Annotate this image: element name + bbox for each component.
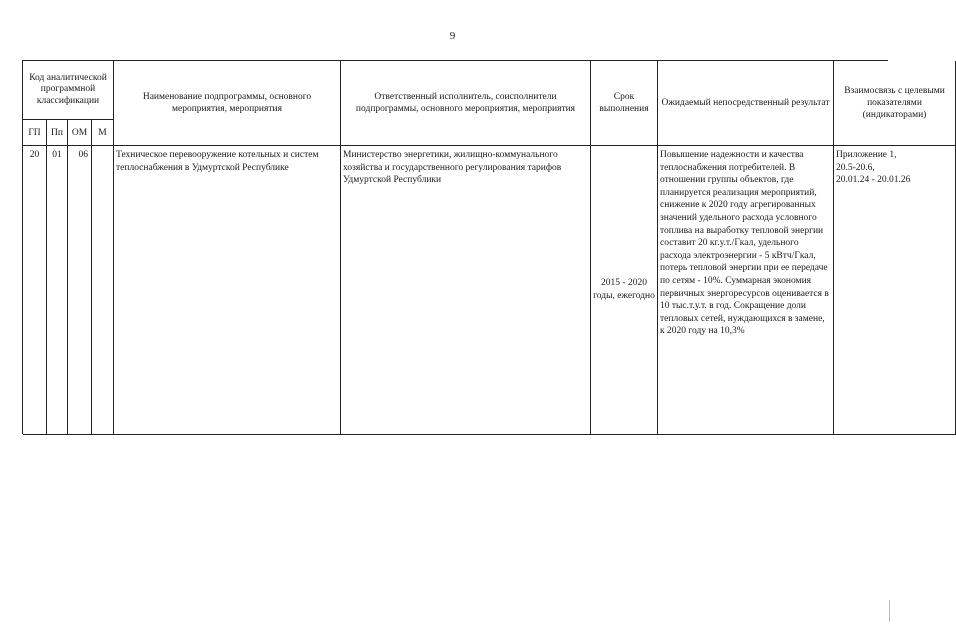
link-line: 20.5-20.6,	[836, 162, 875, 173]
cell-name: Техническое перевооружение котельных и систем теплоснабжения в Удмуртской Республике	[114, 146, 341, 435]
cell-gp: 20	[23, 146, 47, 435]
link-line: 20.01.24 - 20.01.26	[836, 175, 911, 186]
cell-pp: 01	[47, 146, 68, 435]
link-line: Приложение 1,	[836, 150, 897, 160]
cell-result: Повышение надежности и качества теплоснабжения потребителей. В отношении группы объектов, где планируется реализация мероприятий, снижение к 2020 году агрегированных значений удельного расхода условного топлива на выработку тепловой энергии составит 20 кг.у.т./Гкал, удельного расхода электроэнергии - 5 кВтч/Гкал, потерь тепловой энергии при ее передаче по сетям - 10%. Суммарная экономия первичных энергоресурсов оценивается в 10 тыс.т.у.т. в год. Сокращение доли тепловых сетей, нуждающихся в замене, к 2020 году на 10,3%	[658, 146, 834, 435]
header-link: Взаимосвязь с целевыми показателями (индикаторами)	[834, 61, 956, 146]
header-kod-group: Код аналитической программной классификации	[23, 61, 114, 120]
header-kod-pp: Пп	[47, 120, 68, 146]
header-kod-om: ОМ	[68, 120, 92, 146]
header-result: Ожидаемый непосредственный результат	[658, 61, 834, 146]
cell-om: 06	[68, 146, 92, 435]
cell-link	[834, 146, 956, 435]
header-responsible: Ответственный исполнитель, соисполнители подпрограммы, основного мероприятия, мероприятия	[341, 61, 591, 146]
cell-deadline: 2015 - 2020 годы, ежегодно	[591, 146, 658, 435]
cell-responsible: Министерство энергетики, жилищно-коммунального хозяйства и государственного регулирования тарифов Удмуртской Республики	[341, 146, 591, 435]
header-kod-m: М	[92, 120, 114, 146]
cell-m	[92, 146, 114, 435]
header-kod-gp: ГП	[23, 120, 47, 146]
header-name: Наименование подпрограммы, основного мероприятия, мероприятия	[114, 61, 341, 146]
program-table	[22, 60, 945, 434]
header-deadline: Срок выполнения	[591, 61, 658, 146]
scan-edge-mark	[889, 600, 890, 622]
page-number: 9	[449, 30, 456, 42]
